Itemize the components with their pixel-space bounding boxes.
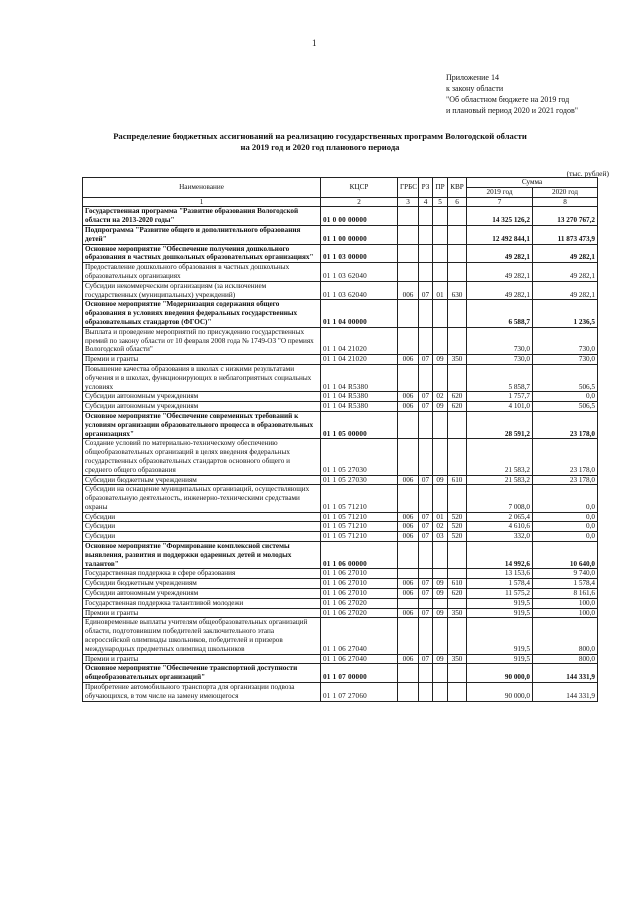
row-name: Выплата и проведение мероприятий по присуждению государственных премий по закону области от 10 февраля 2008 года № 1749-ОЗ "О премиях Вологодской области": [83, 327, 321, 354]
row-name: Субсидии: [83, 512, 321, 522]
row-name: Субсидии некоммерческим организациям (за исключением государственных (муниципальных) учреждений): [83, 281, 321, 300]
row-grbs: 006: [398, 402, 419, 412]
table-row: [83, 522, 598, 532]
row-pr: [433, 300, 448, 327]
row-rz: 07: [419, 281, 433, 300]
row-sum-2019: 919,5: [467, 654, 533, 664]
row-name: Государственная поддержка талантливой молодежи: [83, 598, 321, 608]
row-kvr: [448, 664, 467, 683]
row-grbs: 006: [398, 579, 419, 589]
row-kcsr: 01 1 05 71210: [321, 532, 398, 542]
row-name: Основное мероприятие "Модернизация содержания общего образования в условиях введения федеральных государственных образовательных стандартов (ФГОС)": [83, 300, 321, 327]
row-rz: 07: [419, 512, 433, 522]
row-kvr: [448, 263, 467, 282]
units-note: (тыс. рублей): [566, 169, 609, 178]
row-sum-2019: 1 578,4: [467, 579, 533, 589]
row-sum-2019: 5 858,7: [467, 364, 533, 391]
row-kvr: 620: [448, 589, 467, 599]
row-sum-2019: 14 325 126,2: [467, 207, 533, 226]
header-2020: 2020 год: [533, 187, 598, 197]
row-rz: [419, 411, 433, 438]
row-kcsr: 01 1 06 27010: [321, 569, 398, 579]
row-name: Подпрограмма "Развитие общего и дополнительного образования детей": [83, 225, 321, 244]
table-row: [83, 411, 598, 438]
row-kcsr: 01 1 04 R5380: [321, 364, 398, 391]
row-rz: 07: [419, 589, 433, 599]
row-sum-2020: 8 161,6: [533, 589, 598, 599]
row-pr: 03: [433, 532, 448, 542]
table-row: [83, 281, 598, 300]
row-rz: [419, 598, 433, 608]
row-sum-2020: 144 331,9: [533, 664, 598, 683]
row-rz: [419, 364, 433, 391]
row-kcsr: 01 1 04 R5380: [321, 392, 398, 402]
column-index: 4: [419, 197, 433, 207]
row-sum-2020: 10 640,0: [533, 542, 598, 569]
row-sum-2020: 23 178,0: [533, 411, 598, 438]
row-kvr: [448, 439, 467, 475]
row-kcsr: 01 1 05 71210: [321, 522, 398, 532]
row-grbs: 006: [398, 532, 419, 542]
row-name: Премии и гранты: [83, 608, 321, 618]
row-kvr: 610: [448, 475, 467, 485]
title-line: на 2019 год и 2020 год планового периода: [240, 142, 400, 152]
row-grbs: [398, 618, 419, 654]
column-index: 7: [467, 197, 533, 207]
table-row: [83, 579, 598, 589]
row-rz: 07: [419, 392, 433, 402]
header-kcsr: КЦСР: [321, 178, 398, 198]
row-sum-2019: 21 583,2: [467, 475, 533, 485]
row-name: Повышение качества образования в школах с низкими результатами обучения и в школах, функционирующих в неблагоприятных социальных условиях: [83, 364, 321, 391]
table-row: [83, 263, 598, 282]
row-sum-2019: 2 065,4: [467, 512, 533, 522]
row-pr: [433, 664, 448, 683]
table-row: [83, 207, 598, 226]
row-kvr: [448, 598, 467, 608]
row-sum-2020: 730,0: [533, 327, 598, 354]
row-rz: [419, 263, 433, 282]
table-row: [83, 244, 598, 263]
header-2019: 2019 год: [467, 187, 533, 197]
row-pr: [433, 263, 448, 282]
appendix-line: Приложение 14: [446, 73, 499, 82]
row-kcsr: 01 1 07 27060: [321, 683, 398, 702]
row-name: Субсидии автономным учреждениям: [83, 589, 321, 599]
table-row: [83, 598, 598, 608]
table-row: [83, 512, 598, 522]
row-sum-2019: 21 583,2: [467, 439, 533, 475]
table-row: [83, 664, 598, 683]
row-kcsr: 01 1 03 62040: [321, 263, 398, 282]
row-name: Субсидии: [83, 522, 321, 532]
row-rz: 07: [419, 579, 433, 589]
row-rz: [419, 300, 433, 327]
row-rz: 07: [419, 608, 433, 618]
row-sum-2020: 0,0: [533, 532, 598, 542]
row-kvr: [448, 542, 467, 569]
table-row: [83, 532, 598, 542]
row-sum-2019: 4 101,0: [467, 402, 533, 412]
table-row: [83, 355, 598, 365]
row-name: Основное мероприятие "Обеспечение транспортной доступности общеобразовательных организаций": [83, 664, 321, 683]
row-sum-2019: 90 000,0: [467, 664, 533, 683]
row-grbs: [398, 207, 419, 226]
appendix-note: [446, 72, 578, 116]
row-name: Субсидии автономным учреждениям: [83, 402, 321, 412]
row-kcsr: 01 1 06 27010: [321, 579, 398, 589]
row-sum-2020: 1 578,4: [533, 579, 598, 589]
row-kvr: [448, 411, 467, 438]
row-sum-2020: 144 331,9: [533, 683, 598, 702]
row-kcsr: 01 1 04 00000: [321, 300, 398, 327]
row-sum-2019: 7 008,0: [467, 485, 533, 512]
column-index: 5: [433, 197, 448, 207]
row-sum-2019: 919,5: [467, 618, 533, 654]
row-sum-2020: 0,0: [533, 485, 598, 512]
row-pr: [433, 485, 448, 512]
header-rz: РЗ: [419, 178, 433, 198]
row-pr: 09: [433, 654, 448, 664]
row-grbs: [398, 327, 419, 354]
table-row: [83, 618, 598, 654]
row-sum-2020: 800,0: [533, 654, 598, 664]
row-kcsr: 01 1 05 71210: [321, 485, 398, 512]
row-rz: [419, 327, 433, 354]
row-pr: 01: [433, 281, 448, 300]
row-kvr: [448, 244, 467, 263]
row-pr: [433, 207, 448, 226]
row-kvr: 520: [448, 532, 467, 542]
table-row: [83, 654, 598, 664]
row-name: Основное мероприятие "Формирование комплексной системы выявления, развития и поддержки одаренных детей и молодых талантов": [83, 542, 321, 569]
table-row: [83, 569, 598, 579]
table-row: [83, 683, 598, 702]
row-sum-2019: 919,5: [467, 608, 533, 618]
row-rz: 07: [419, 654, 433, 664]
row-grbs: 006: [398, 589, 419, 599]
column-index-row: [83, 197, 598, 207]
row-grbs: [398, 364, 419, 391]
row-sum-2019: 49 282,1: [467, 263, 533, 282]
row-pr: [433, 225, 448, 244]
row-grbs: [398, 439, 419, 475]
row-name: Премии и гранты: [83, 355, 321, 365]
row-name: Государственная поддержка в сфере образования: [83, 569, 321, 579]
row-kcsr: 01 1 06 27020: [321, 608, 398, 618]
row-sum-2020: 0,0: [533, 512, 598, 522]
row-name: Субсидии бюджетным учреждениям: [83, 579, 321, 589]
row-grbs: 006: [398, 654, 419, 664]
row-rz: [419, 664, 433, 683]
title-line: Распределение бюджетных ассигнований на реализацию государственных программ Вологодской области: [113, 131, 527, 141]
row-sum-2020: 9 740,0: [533, 569, 598, 579]
row-kcsr: 01 1 05 71210: [321, 512, 398, 522]
row-rz: 07: [419, 355, 433, 365]
row-sum-2019: 11 575,2: [467, 589, 533, 599]
row-sum-2020: 100,0: [533, 608, 598, 618]
row-grbs: 006: [398, 512, 419, 522]
row-name: Приобретение автомобильного транспорта для организации подвоза обучающихся, в том числе на замену имеющегося: [83, 683, 321, 702]
row-grbs: 006: [398, 355, 419, 365]
row-grbs: 006: [398, 475, 419, 485]
row-sum-2020: 506,5: [533, 402, 598, 412]
row-kvr: [448, 569, 467, 579]
row-kcsr: 01 1 04 21020: [321, 327, 398, 354]
appendix-line: к закону области: [446, 84, 504, 93]
table-row: [83, 364, 598, 391]
row-name: Предоставление дошкольного образования в частных дошкольных образовательных организациях: [83, 263, 321, 282]
row-rz: [419, 569, 433, 579]
row-sum-2020: 49 282,1: [533, 263, 598, 282]
row-sum-2020: 730,0: [533, 355, 598, 365]
table-row: [83, 475, 598, 485]
row-pr: 09: [433, 355, 448, 365]
row-rz: [419, 542, 433, 569]
row-kcsr: 01 1 05 27030: [321, 475, 398, 485]
row-kcsr: 01 1 06 27010: [321, 589, 398, 599]
row-kvr: 350: [448, 355, 467, 365]
appendix-line: "Об областном бюджете на 2019 год: [446, 95, 570, 104]
row-kcsr: 01 1 03 00000: [321, 244, 398, 263]
row-kvr: 620: [448, 402, 467, 412]
row-sum-2019: 49 282,1: [467, 281, 533, 300]
row-rz: [419, 207, 433, 226]
row-name: Субсидии: [83, 532, 321, 542]
row-pr: 02: [433, 392, 448, 402]
row-kcsr: 01 0 00 00000: [321, 207, 398, 226]
row-kvr: 620: [448, 392, 467, 402]
row-kvr: [448, 618, 467, 654]
row-sum-2019: 12 492 844,1: [467, 225, 533, 244]
row-rz: [419, 485, 433, 512]
row-pr: [433, 598, 448, 608]
column-index: 8: [533, 197, 598, 207]
row-kvr: 520: [448, 522, 467, 532]
row-kvr: [448, 225, 467, 244]
row-pr: [433, 244, 448, 263]
row-sum-2019: 49 282,1: [467, 244, 533, 263]
page-number: 1: [312, 38, 317, 48]
row-rz: 07: [419, 475, 433, 485]
row-sum-2019: 4 610,6: [467, 522, 533, 532]
row-grbs: [398, 664, 419, 683]
row-sum-2020: 23 178,0: [533, 439, 598, 475]
row-sum-2019: 730,0: [467, 355, 533, 365]
row-grbs: [398, 485, 419, 512]
row-kvr: [448, 485, 467, 512]
row-kvr: 630: [448, 281, 467, 300]
table-body: [83, 207, 598, 701]
row-kcsr: 01 1 07 00000: [321, 664, 398, 683]
row-sum-2020: 100,0: [533, 598, 598, 608]
row-grbs: [398, 225, 419, 244]
row-kcsr: 01 1 05 27030: [321, 439, 398, 475]
header-kvr: КВР: [448, 178, 467, 198]
row-sum-2019: 730,0: [467, 327, 533, 354]
row-grbs: [398, 542, 419, 569]
row-kvr: [448, 683, 467, 702]
row-name: Субсидии бюджетным учреждениям: [83, 475, 321, 485]
row-pr: 09: [433, 402, 448, 412]
table-row: [83, 392, 598, 402]
row-rz: [419, 683, 433, 702]
row-pr: 09: [433, 475, 448, 485]
column-index: 2: [321, 197, 398, 207]
header-pr: ПР: [433, 178, 448, 198]
row-sum-2019: 1 757,7: [467, 392, 533, 402]
table-row: [83, 485, 598, 512]
row-kcsr: 01 1 05 00000: [321, 411, 398, 438]
row-sum-2020: 506,5: [533, 364, 598, 391]
row-pr: 01: [433, 512, 448, 522]
row-kvr: [448, 327, 467, 354]
row-grbs: [398, 411, 419, 438]
row-grbs: [398, 683, 419, 702]
header-sum: Сумма: [467, 178, 598, 188]
row-sum-2020: 1 236,5: [533, 300, 598, 327]
row-pr: [433, 411, 448, 438]
row-grbs: 006: [398, 608, 419, 618]
row-name: Субсидии на оснащение муниципальных организаций, осуществляющих образовательную деятельность, инженерно-техническими средствами охраны: [83, 485, 321, 512]
row-grbs: [398, 263, 419, 282]
row-pr: 09: [433, 579, 448, 589]
table-row: [83, 589, 598, 599]
row-name: Основное мероприятие "Обеспечение получения дошкольного образования в частных дошкольных образовательных организациях": [83, 244, 321, 263]
row-sum-2020: 23 178,0: [533, 475, 598, 485]
row-sum-2019: 332,0: [467, 532, 533, 542]
row-name: Государственная программа "Развитие образования Вологодской области на 2013-2020 годы": [83, 207, 321, 226]
row-kcsr: 01 1 06 00000: [321, 542, 398, 569]
row-kvr: [448, 300, 467, 327]
row-kvr: 520: [448, 512, 467, 522]
table-row: [83, 439, 598, 475]
table-row: [83, 402, 598, 412]
row-rz: [419, 618, 433, 654]
table-row: [83, 327, 598, 354]
row-sum-2019: 90 000,0: [467, 683, 533, 702]
header-name: Наименование: [83, 178, 321, 198]
row-grbs: [398, 569, 419, 579]
row-rz: 07: [419, 532, 433, 542]
row-rz: [419, 439, 433, 475]
row-kvr: [448, 364, 467, 391]
table-row: [83, 225, 598, 244]
row-kvr: 610: [448, 579, 467, 589]
row-sum-2019: 6 588,7: [467, 300, 533, 327]
row-kcsr: 01 1 06 27020: [321, 598, 398, 608]
row-pr: 09: [433, 608, 448, 618]
header-grbs: ГРБС: [398, 178, 419, 198]
table-row: [83, 542, 598, 569]
row-sum-2020: 13 270 767,2: [533, 207, 598, 226]
row-sum-2020: 49 282,1: [533, 244, 598, 263]
column-index: 3: [398, 197, 419, 207]
row-kcsr: 01 1 04 21020: [321, 355, 398, 365]
row-grbs: [398, 300, 419, 327]
row-kvr: 350: [448, 608, 467, 618]
column-index: 1: [83, 197, 321, 207]
table-row: [83, 608, 598, 618]
row-rz: 07: [419, 402, 433, 412]
row-grbs: 006: [398, 522, 419, 532]
row-sum-2020: 49 282,1: [533, 281, 598, 300]
row-pr: [433, 327, 448, 354]
row-sum-2020: 0,0: [533, 392, 598, 402]
row-pr: [433, 618, 448, 654]
row-grbs: [398, 598, 419, 608]
row-pr: [433, 439, 448, 475]
row-sum-2020: 800,0: [533, 618, 598, 654]
row-name: Единовременные выплаты учителям общеобразовательных организаций области, подготовившим победителей заключительного этапа всероссийской олимпиады школьников, победителей и призеров международных предметных олимпиад школьников: [83, 618, 321, 654]
document-title: [60, 131, 580, 153]
row-grbs: 006: [398, 392, 419, 402]
row-pr: 02: [433, 522, 448, 532]
row-kcsr: 01 1 06 27040: [321, 654, 398, 664]
row-kvr: [448, 207, 467, 226]
row-kvr: 350: [448, 654, 467, 664]
row-rz: [419, 225, 433, 244]
row-kcsr: 01 1 04 R5380: [321, 402, 398, 412]
row-sum-2019: 14 992,6: [467, 542, 533, 569]
row-name: Создание условий по материально-техническому обеспечению общеобразовательных организаций в целях введения федеральных государственных образовательных стандартов основного общего и среднего общего образования: [83, 439, 321, 475]
row-sum-2020: 0,0: [533, 522, 598, 532]
row-kcsr: 01 1 06 27040: [321, 618, 398, 654]
row-name: Субсидии автономным учреждениям: [83, 392, 321, 402]
row-pr: [433, 542, 448, 569]
appendix-line: и плановый период 2020 и 2021 годов": [446, 106, 579, 115]
row-kcsr: 01 1 03 62040: [321, 281, 398, 300]
row-sum-2019: 28 591,2: [467, 411, 533, 438]
row-sum-2019: 919,5: [467, 598, 533, 608]
budget-table: [82, 177, 598, 702]
row-rz: [419, 244, 433, 263]
column-index: 6: [448, 197, 467, 207]
row-sum-2020: 11 873 473,9: [533, 225, 598, 244]
table-row: [83, 300, 598, 327]
row-pr: [433, 683, 448, 702]
row-sum-2019: 13 153,6: [467, 569, 533, 579]
row-rz: 07: [419, 522, 433, 532]
row-grbs: [398, 244, 419, 263]
row-name: Премии и гранты: [83, 654, 321, 664]
row-kcsr: 01 1 00 00000: [321, 225, 398, 244]
row-grbs: 006: [398, 281, 419, 300]
row-name: Основное мероприятие "Обеспечение современных требований к условиям организации образовательного процесса в образовательных организациях": [83, 411, 321, 438]
row-pr: [433, 569, 448, 579]
row-pr: [433, 364, 448, 391]
row-pr: 09: [433, 589, 448, 599]
